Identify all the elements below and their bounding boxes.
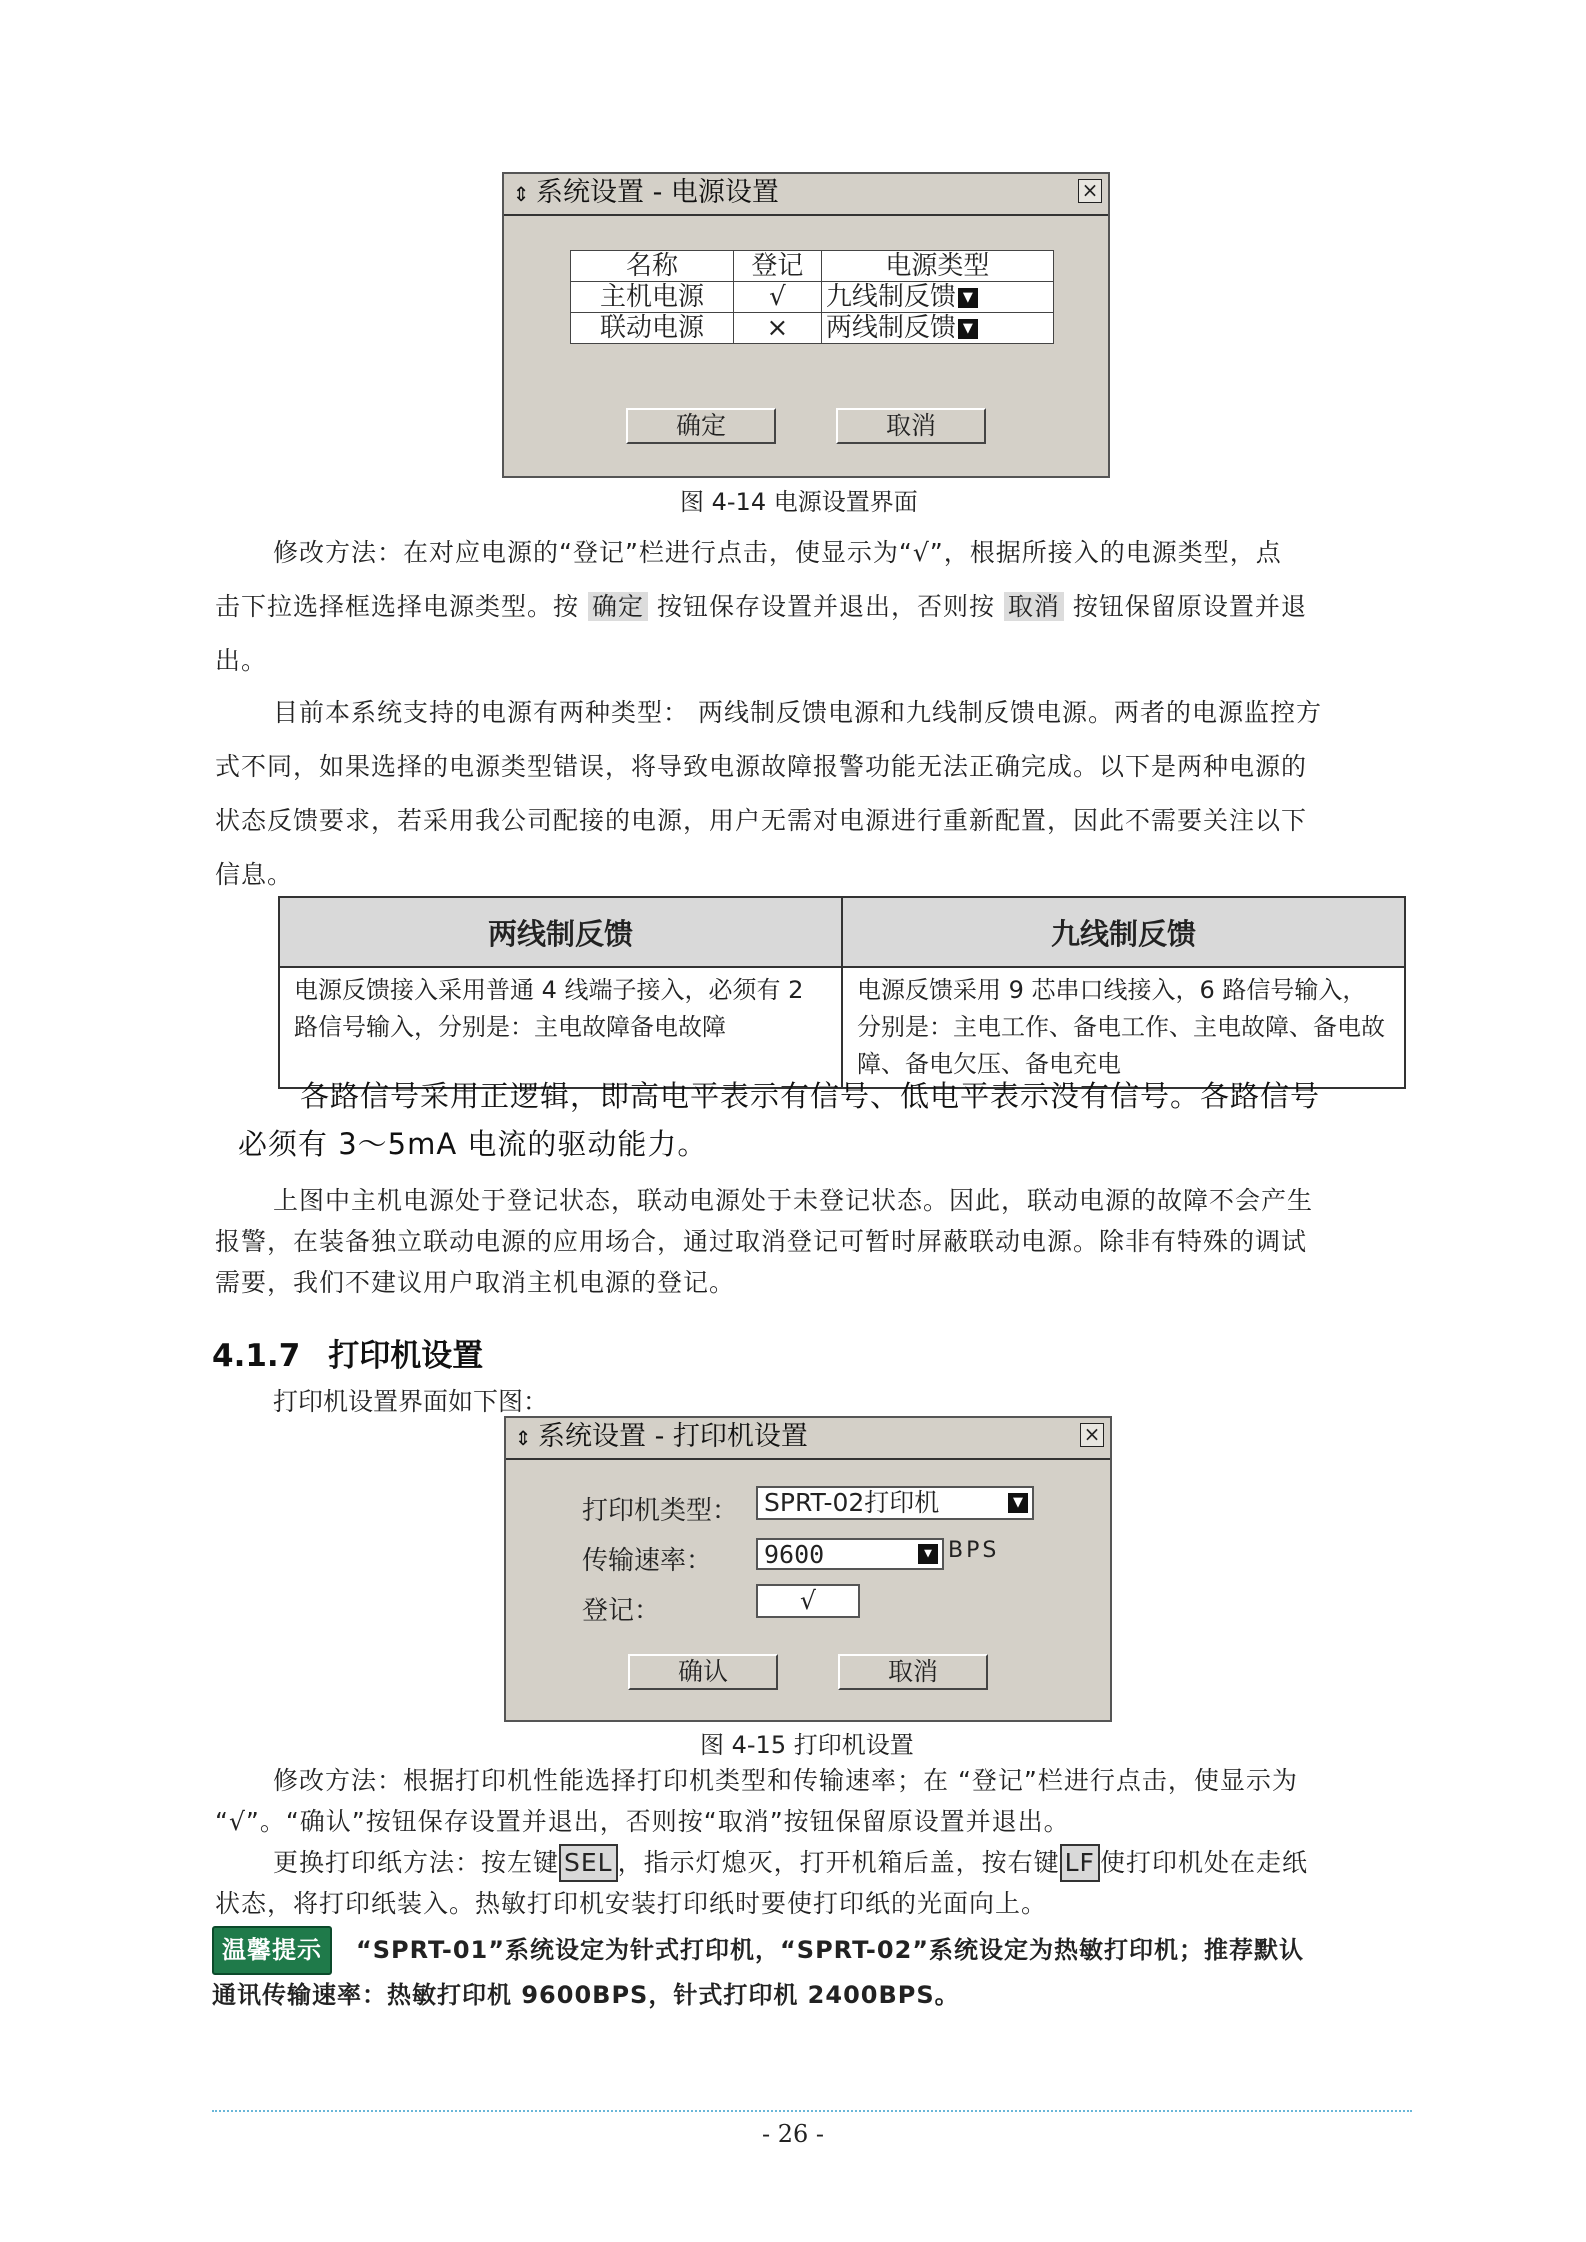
header-power-type: 电源类型 [821,251,1053,282]
dropdown-arrow-icon[interactable]: ▼ [1008,1493,1028,1513]
table-row [571,282,1054,313]
baud-rate-label: 传输速率： [582,1546,713,1576]
close-icon[interactable]: × [1078,179,1102,203]
text: 更换打印纸方法：按左键 [273,1848,560,1877]
text-line: 通讯传输速率：热敏打印机 9600BPS，针式打印机 2400BPS。 [212,1981,960,2009]
dropdown-arrow-icon[interactable]: ▼ [958,319,978,339]
text-line: 状态反馈要求，若采用我公司配接的电源，用户无需对电源进行重新配置，因此不需要关注以下 [215,806,1308,835]
lf-key: LF [1060,1844,1100,1882]
cell-two-wire: 电源反馈接入采用普通 4 线端子接入，必须有 2 路信号输入，分别是：主电故障备电故障 [279,967,842,1088]
close-icon[interactable]: × [1080,1423,1104,1447]
power-settings-dialog [502,172,1110,478]
footer-divider [212,2110,1412,2112]
cancel-button[interactable]: 取消 [836,408,986,444]
text: 按钮保留原设置并退 [1072,592,1307,621]
paragraph [215,1760,1410,1842]
power-type-value: 两线制反馈 [825,313,956,343]
baud-rate-unit: BPS [948,1538,1000,1563]
text: “SPRT-01”系统设定为针式打印机，“SPRT-02”系统设定为热敏打印机；推荐默认 [356,1936,1305,1964]
dropdown-arrow-icon[interactable]: ▼ [958,288,978,308]
printer-type-value: SPRT-02打印机 [764,1488,940,1517]
power-type-select[interactable] [821,313,1053,344]
dropdown-arrow-icon[interactable]: ▼ [918,1544,938,1564]
ok-button-ref: 确定 [588,592,648,621]
paragraph: 打印机设置界面如下图： [273,1387,549,1416]
tip-block [212,1926,1412,2016]
paragraph [215,526,1410,688]
header-two-wire: 两线制反馈 [279,897,842,967]
page-number: - 26 - [761,2120,824,2148]
title-divider [506,1458,1110,1460]
header-name: 名称 [571,251,734,282]
dialog-title: 系统设置 - 打印机设置 [538,1421,808,1452]
cell-nine-wire: 电源反馈采用 9 芯串口线接入，6 路信号输入，分别是：主电工作、备电工作、主电故障、备电故障、备电欠压、备电充电 [842,967,1405,1088]
power-type-select[interactable] [821,282,1053,313]
dialog-title: 系统设置 - 电源设置 [536,177,779,208]
table-header-row [571,251,1054,282]
row-name: 主机电源 [571,282,734,313]
figure-caption: 图 4-15 打印机设置 [700,1731,914,1759]
row-name: 联动电源 [571,313,734,344]
table-row [571,313,1054,344]
text: 击下拉选择框选择电源类型。按 [215,592,580,621]
section-title: 打印机设置 [328,1338,484,1374]
header-nine-wire: 九线制反馈 [842,897,1405,967]
register-checkbox[interactable]: √ [733,282,821,313]
printer-settings-dialog [504,1416,1112,1722]
text-line: 上图中主机电源处于登记状态，联动电源处于未登记状态。因此，联动电源的故障不会产生 [273,1186,1314,1215]
section-number: 4.1.7 [212,1338,301,1374]
tip-badge: 温馨提示 [212,1926,332,1975]
text-line [212,1926,1412,1975]
table-header-row [279,897,1405,967]
power-table [570,250,1054,344]
text-line: 必须有 3～5mA 电流的驱动能力。 [238,1127,708,1161]
ok-button[interactable]: 确定 [626,408,776,444]
text-line: 出。 [215,646,268,675]
feedback-comparison-table [278,896,1406,1089]
dialog-title-bar [504,174,1108,212]
register-checkbox[interactable]: × [733,313,821,344]
text-line: 修改方法：在对应电源的“登记”栏进行点击，使显示为“√”，根据所接入的电源类型，点 [273,538,1282,567]
figure-caption: 图 4-14 电源设置界面 [680,488,918,516]
up-down-arrow-icon: ⇕ [514,1426,532,1450]
dialog-title-bar [506,1418,1110,1456]
text: ，指示灯熄灭，打开机箱后盖，按右键 [617,1848,1060,1877]
title-divider [504,214,1108,216]
text-line: 需要，我们不建议用户取消主机电源的登记。 [215,1268,736,1297]
baud-rate-select[interactable] [756,1538,944,1570]
paragraph [238,1072,1418,1168]
paragraph [215,1180,1410,1303]
register-label: 登记： [582,1596,661,1626]
paragraph [215,1842,1410,1924]
text-line [215,1842,1410,1883]
sel-key: SEL [559,1844,618,1882]
text: 按钮保存设置并退出，否则按 [656,592,995,621]
printer-type-label: 打印机类型： [582,1496,739,1526]
text-line: 目前本系统支持的电源有两种类型： 两线制反馈电源和九线制反馈电源。两者的电源监控方 [273,698,1322,727]
text-line: 信息。 [215,860,294,889]
paragraph [215,686,1410,902]
text-line: 报警，在装备独立联动电源的应用场合，通过取消登记可暂时屏蔽联动电源。除非有特殊的调试 [215,1227,1308,1256]
printer-type-select[interactable] [756,1486,1034,1520]
section-heading [212,1330,483,1375]
text: 使打印机处在走纸 [1099,1848,1308,1877]
text-line: 修改方法：根据打印机性能选择打印机类型和传输速率；在 “登记”栏进行点击，使显示为 [273,1766,1298,1795]
up-down-arrow-icon: ⇕ [512,182,530,206]
confirm-button[interactable]: 确认 [628,1654,778,1690]
register-checkbox[interactable]: √ [756,1584,860,1618]
text-line [215,580,1410,634]
text-line: 状态，将打印纸装入。热敏打印机安装打印纸时要使打印纸的光面向上。 [215,1889,1048,1918]
table-row [279,967,1405,1088]
cancel-button[interactable]: 取消 [838,1654,988,1690]
power-type-value: 九线制反馈 [825,282,956,312]
baud-rate-value: 9600 [764,1540,825,1569]
text-line: 式不同，如果选择的电源类型错误，将导致电源故障报警功能无法正确完成。以下是两种电源的 [215,752,1308,781]
header-register: 登记 [733,251,821,282]
cancel-button-ref: 取消 [1004,592,1064,621]
text-line: “√”。“确认”按钮保存设置并退出，否则按“取消”按钮保留原设置并退出。 [215,1807,1070,1836]
text-line: 各路信号采用正逻辑，即高电平表示有信号、低电平表示没有信号。各路信号 [300,1079,1321,1113]
